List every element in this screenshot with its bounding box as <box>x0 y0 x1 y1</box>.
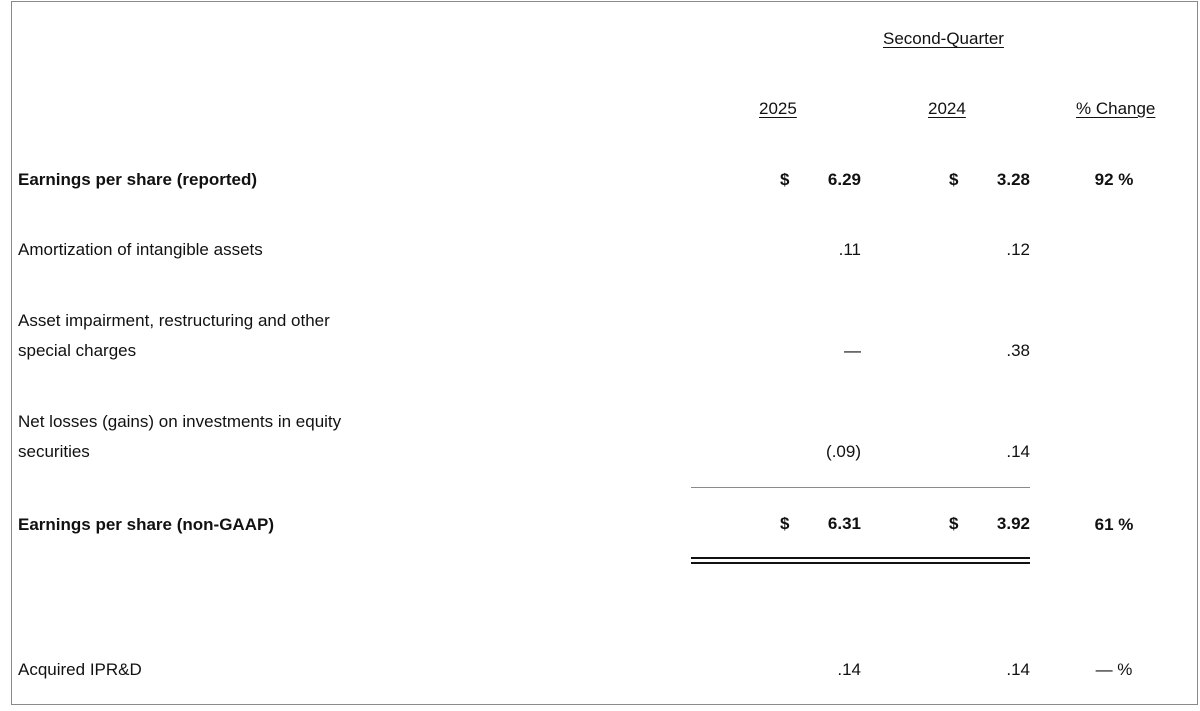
value-2024: .12 <box>1006 240 1030 259</box>
row-label-acquired-iprd: Acquired IPR&D <box>18 660 142 679</box>
row-label-eps-reported: Earnings per share (reported) <box>18 170 258 189</box>
row-label-asset-impairment-line2: special charges <box>18 341 137 360</box>
value-2025: .14 <box>837 660 861 679</box>
value-2024: .14 <box>1006 660 1030 679</box>
percent-change: — % <box>1095 660 1133 679</box>
value-2025: — <box>844 341 861 360</box>
currency-symbol: $ <box>949 170 959 189</box>
value-2025: .11 <box>838 240 861 259</box>
column-header-change: % Change <box>1076 99 1156 118</box>
row-label-amortization: Amortization of intangible assets <box>18 240 263 259</box>
value-2024: .14 <box>1006 442 1030 461</box>
value-2024: 3.92 <box>996 514 1030 533</box>
subtotal-rule <box>691 487 1030 488</box>
column-header-2024: 2024 <box>928 99 966 118</box>
period-header: Second-Quarter <box>883 29 1004 48</box>
percent-change: 61 % <box>1094 515 1134 534</box>
currency-symbol: $ <box>780 170 790 189</box>
row-label-eps-non-gaap: Earnings per share (non-GAAP) <box>18 515 274 534</box>
row-label-net-losses-line1: Net losses (gains) on investments in equity <box>18 412 342 431</box>
row-label-asset-impairment-line1: Asset impairment, restructuring and other <box>18 311 330 330</box>
total-double-rule <box>691 557 1030 564</box>
currency-symbol: $ <box>949 514 959 533</box>
value-2025: 6.31 <box>827 514 861 533</box>
value-2025: 6.29 <box>827 170 861 189</box>
row-label-net-losses-line2: securities <box>18 442 90 461</box>
value-2024: 3.28 <box>996 170 1030 189</box>
currency-symbol: $ <box>780 514 790 533</box>
value-2025: (.09) <box>826 442 861 461</box>
value-2024: .38 <box>1006 341 1030 360</box>
column-header-2025: 2025 <box>759 99 797 118</box>
percent-change: 92 % <box>1094 170 1134 189</box>
